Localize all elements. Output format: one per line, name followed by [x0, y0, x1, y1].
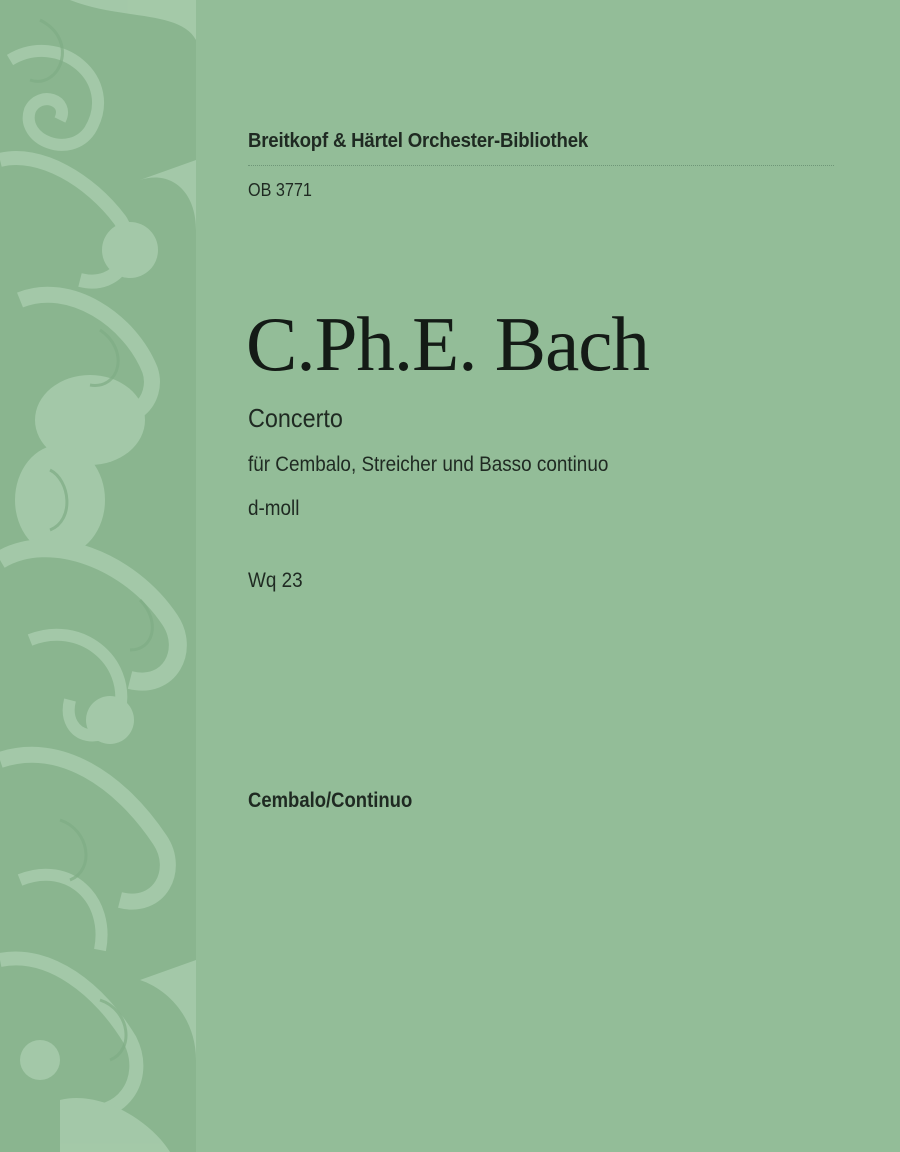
instrumentation: für Cembalo, Streicher und Basso continuo — [248, 453, 609, 476]
work-title: Concerto — [248, 403, 343, 433]
part-name: Cembalo/Continuo — [248, 789, 413, 812]
decorative-ornament-strip — [0, 0, 196, 1152]
publisher-series: Breitkopf & Härtel Orchester-Bibliothek — [248, 130, 589, 152]
catalog-number: OB 3771 — [248, 180, 312, 200]
composer-name: C.Ph.E. Bach — [246, 301, 649, 387]
key-signature: d-moll — [248, 497, 300, 520]
work-number: Wq 23 — [248, 569, 303, 592]
header-divider — [248, 165, 834, 166]
baroque-ornament-illustration — [0, 0, 196, 1152]
